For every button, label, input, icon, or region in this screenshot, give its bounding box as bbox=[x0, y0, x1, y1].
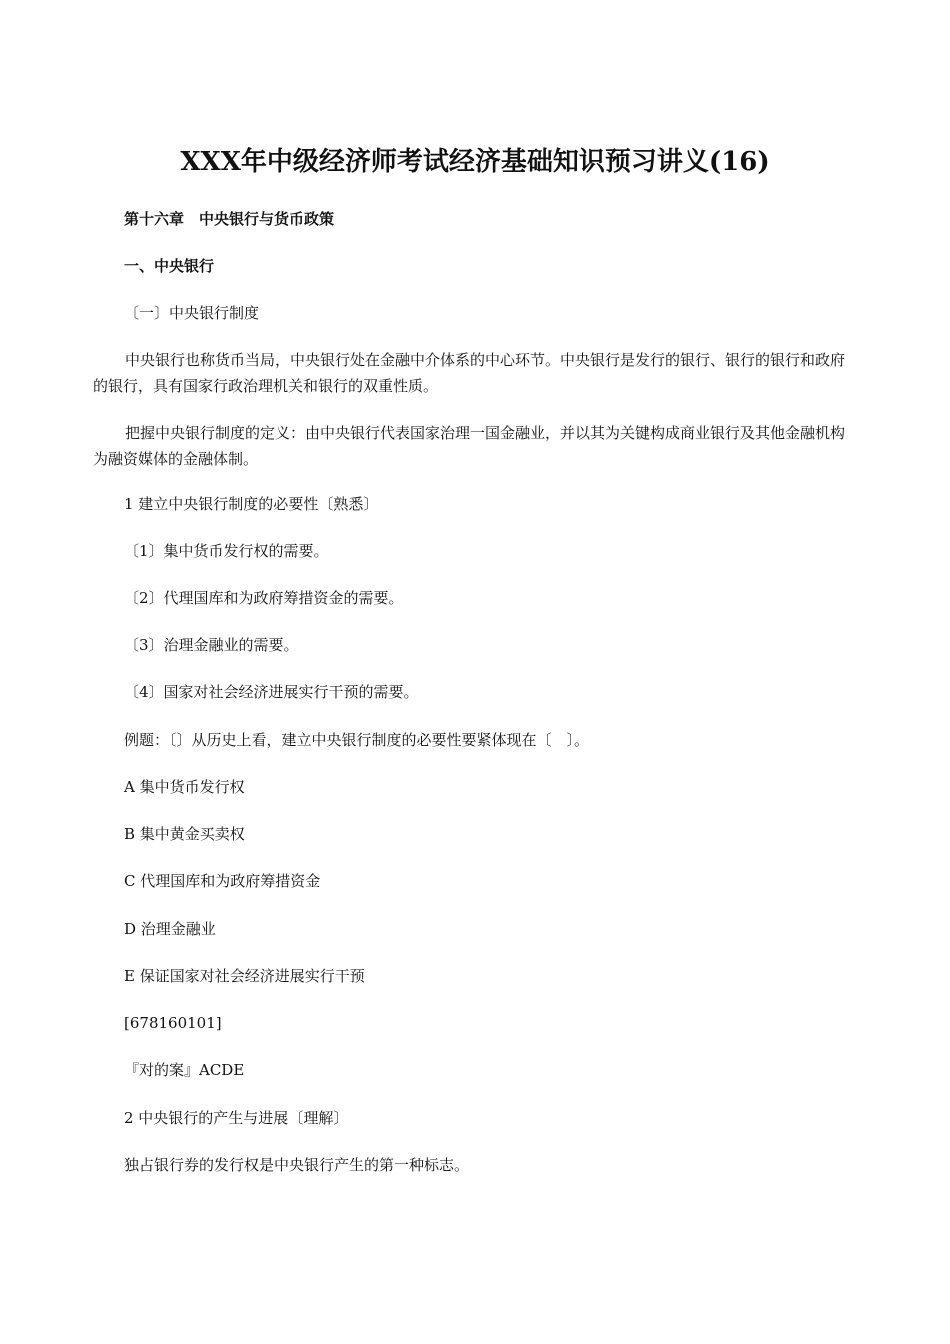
option-a: A 集中货币发行权 bbox=[124, 778, 245, 796]
example-question: 例题：〔〕从历史上看，建立中央银行制度的必要性要紧体现在〔 〕。 bbox=[124, 731, 590, 749]
point-heading-necessity: 1 建立中央银行制度的必要性〔熟悉〕 bbox=[124, 495, 379, 513]
paragraph-system: 把握中央银行制度的定义：由中央银行代表国家治理一国金融业，并以其为关键构成商业银行及其他金融机构为融资媒体的金融体制。 bbox=[93, 424, 846, 468]
option-b: B 集中黄金买卖权 bbox=[124, 825, 245, 843]
list-item: 〔1〕集中货币发行权的需要。 bbox=[124, 542, 329, 560]
chapter-heading: 第十六章 中央银行与货币政策 bbox=[124, 210, 335, 228]
subsection-heading: 〔一〕中央银行制度 bbox=[124, 304, 260, 322]
option-e: E 保证国家对社会经济进展实行干预 bbox=[124, 967, 365, 985]
option-d: D 治理金融业 bbox=[124, 920, 216, 938]
section-heading: 一、中央银行 bbox=[124, 257, 215, 275]
question-code: [678160101] bbox=[124, 1014, 222, 1032]
paragraph-definition: 中央银行也称货币当局，中央银行处在金融中介体系的中心环节。中央银行是发行的银行、银行的银行和政府的银行，具有国家行政治理机关和银行的双重性质。 bbox=[93, 351, 846, 395]
point-heading-origin: 2 中央银行的产生与进展〔理解〕 bbox=[124, 1109, 349, 1127]
paragraph-first-sign: 独占银行券的发行权是中央银行产生的第一种标志。 bbox=[124, 1156, 470, 1174]
list-item: 〔2〕代理国库和为政府筹措资金的需要。 bbox=[124, 589, 404, 607]
answer-line: 『对的案』ACDE bbox=[124, 1061, 245, 1079]
document-title: XXX年中级经济师考试经济基础知识预习讲义(16) bbox=[180, 147, 770, 177]
list-item: 〔4〕国家对社会经济进展实行干预的需要。 bbox=[124, 683, 419, 701]
option-c: C 代理国库和为政府筹措资金 bbox=[124, 872, 321, 890]
list-item: 〔3〕治理金融业的需要。 bbox=[124, 636, 299, 654]
